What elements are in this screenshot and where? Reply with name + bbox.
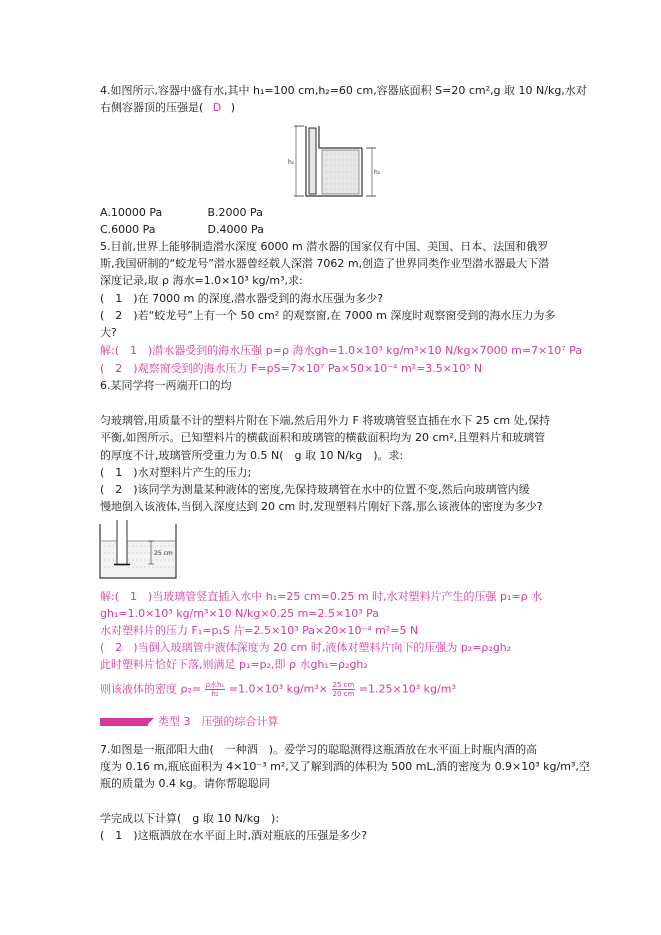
q6-solution-1a: 解:( 1 )当玻璃管竖直插入水中 h₁=25 cm=0.25 m 时,水对塑料片产生的压强 p₁=ρ 水	[100, 590, 543, 603]
q6-fraction-2	[332, 681, 356, 698]
q6-solution-2a: ( 2 )当倒入玻璃管中液体深度为 20 cm 时,液体对塑料片向下的压强为 p₂=ρ₂gh₂	[100, 641, 512, 654]
q4-stem-line1: 4.如图所示,容器中盛有水,其中 h₁=100 cm,h₂=60 cm,容器底面积 S=20 cm²,g 取 10 N/kg,水对	[100, 84, 587, 97]
q6-fraction-1-denominator: h₂	[211, 690, 219, 698]
q6-solution-1c: 水对塑料片的压力 F₁=p₁S 片=2.5×10³ Pa×20×10⁻⁴ m²=5 N	[100, 624, 419, 637]
q5-stem-line3: 深度记录,取 ρ 海水=1.0×10³ kg/m³,求:	[100, 274, 303, 287]
section-title: 类型 3 压强的综合计算	[158, 715, 279, 728]
q4-option-a: A.10000 Pa	[100, 206, 163, 219]
q6-sub1: ( 1 )水对塑料片产生的压力;	[100, 466, 252, 479]
q6-depth-label: 25 cm	[154, 550, 173, 557]
q4-h1-label: h₁	[288, 159, 295, 166]
q6-sub2-line2: 慢地倒入该液体,当倒入深度达到 20 cm 时,发现塑料片刚好下落,那么该液体的密度为多少?	[100, 500, 543, 513]
q7-stem-line4: 学完成以下计算( g 取 10 N/kg ):	[100, 812, 280, 825]
q4-h2-label: h₂	[374, 169, 381, 176]
section-banner-tail	[146, 718, 154, 726]
q4-option-d: D.4000 Pa	[207, 223, 264, 236]
q4-options-row2	[100, 223, 264, 237]
q7-sub1: ( 1 )这瓶酒放在水平面上时,酒对瓶底的压强是多少?	[100, 829, 367, 842]
q6-solution-2b: 此时塑料片恰好下落,则满足 p₁=p₂,即 ρ 水gh₁=ρ₂gh₂	[100, 658, 368, 671]
q6-stem-line2: 匀玻璃管,用质量不计的塑料片附在下端,然后用外力 F 将玻璃管竖直插在水下 25 cm 处,保持	[100, 414, 551, 427]
q5-solution-1: 解:( 1 )潜水器受到的海水压强 p=ρ 海水gh=1.0×10³ kg/m³×10 N/kg×7000 m=7×10⁷ Pa	[100, 344, 583, 357]
q5-stem-line1: 5.目前,世界上能够制造潜水深度 6000 m 潜水器的国家仅有中国、美国、日本、法国和俄罗	[100, 240, 549, 253]
q6-solution-1b: gh₁=1.0×10³ kg/m³×10 N/kg×0.25 m=2.5×10³ Pa	[100, 607, 380, 620]
q4-answer: D	[212, 101, 222, 114]
q6-stem-line4: 的厚度不计,玻璃管所受重力为 0.5 N( g 取 10 N/kg )。求:	[100, 449, 404, 462]
q6-tube-figure	[98, 520, 198, 582]
q6-stem-line3: 平衡,如图所示。已知塑料片的横截面积和玻璃管的横截面积均为 20 cm²,且塑料片和玻璃管	[100, 431, 546, 444]
q4-stem-line2	[100, 101, 235, 115]
q4-stem-text: 右侧容器顶的压强是(	[100, 101, 204, 114]
q6-fraction-1-numerator: ρ水h₁	[205, 681, 225, 689]
q4-option-b: B.2000 Pa	[207, 206, 263, 219]
q6-density-text: 则该液体的密度 ρ₂=	[100, 682, 202, 696]
section-banner-shape	[100, 718, 148, 726]
q6-solution-2c	[100, 681, 456, 698]
q5-stem-line2: 斯,我国研制的“蛟龙号”潜水器曾经载人深潜 7062 m,创造了世界同类作业型潜水器最大下潜	[100, 257, 550, 270]
q5-sub2-line1: ( 2 )若“蛟龙号”上有一个 50 cm² 的观察窗,在 7000 m 深度时观察窗受到的海水压力为多	[100, 309, 556, 322]
q6-density-mid: =1.0×10³ kg/m³×	[228, 682, 329, 696]
q6-sub2-line1: ( 2 )该同学为测量某种液体的密度,先保持玻璃管在水中的位置不变,然后向玻璃管内缓	[100, 483, 530, 496]
q6-fraction-2-denominator: 20 cm	[332, 690, 355, 698]
q6-density-result: =1.25×10³ kg/m³	[358, 682, 456, 696]
q6-stem-line1: 6.某同学将一两端开口的均	[100, 379, 232, 392]
q7-stem-line3: 瓶的质量为 0.4 kg。请你帮聪聪同	[100, 777, 270, 790]
q6-fraction-1	[205, 681, 226, 698]
q5-solution-2: ( 2 )观察窗受到的海水压力 F=pS=7×10⁷ Pa×50×10⁻⁴ m²=3.5×10⁵ N	[100, 362, 483, 375]
q6-fraction-2-numerator: 25 cm	[332, 681, 355, 689]
q7-stem-line2: 度为 0.16 m,瓶底面积为 4×10⁻³ m²,又了解到酒的体积为 500 mL,酒的密度为 0.9×10³ kg/m³,空	[100, 760, 590, 773]
q4-options-row1	[100, 206, 263, 220]
q5-sub2-line2: 大?	[100, 326, 117, 339]
q4-container-figure	[282, 120, 392, 202]
q7-stem-line1: 7.如图是一瓶邵阳大曲( 一种酒 )。爱学习的聪聪测得这瓶酒放在水平面上时瓶内酒的高	[100, 743, 538, 756]
q5-sub1: ( 1 )在 7000 m 的深度,潜水器受到的海水压强为多少?	[100, 292, 384, 305]
q4-stem-close: )	[230, 101, 236, 114]
q4-option-c: C.6000 Pa	[100, 223, 156, 236]
